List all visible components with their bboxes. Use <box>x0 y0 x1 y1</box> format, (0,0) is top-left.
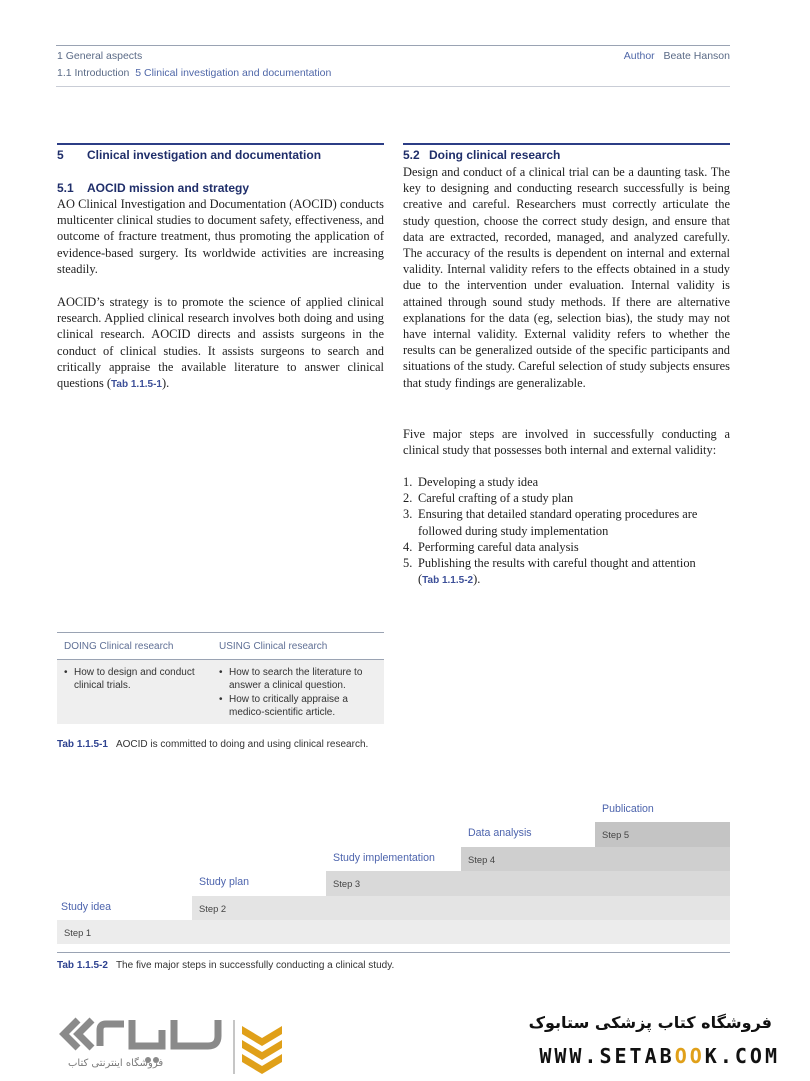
section-5-2-heading <box>403 148 560 162</box>
step-label-study-idea: Study idea <box>61 901 112 913</box>
section-5-heading <box>57 148 321 162</box>
table-1-reference-link[interactable]: Tab 1.1.5-1 <box>111 379 162 391</box>
author-name: Beate Hanson <box>663 50 730 62</box>
author-label: Author <box>623 50 655 62</box>
steps-list-item: 3. Ensuring that detailed standard operating procedures are followed during study implementation <box>403 507 698 538</box>
url-accent-o: O <box>674 1044 690 1068</box>
table-2-reference-link[interactable]: Tab 1.1.5-2 <box>422 575 474 587</box>
section-5-2-paragraph-2: Five major steps are involved in successfully conducting a clinical study that possesses both internal and external validity: <box>403 427 730 458</box>
table-1-header-row <box>57 633 384 659</box>
table-1-body <box>57 660 384 724</box>
table-1-doing-cell <box>57 666 211 724</box>
section-5-2-number: 5.2 <box>403 148 420 162</box>
step-bar-3: Step 3 <box>326 871 730 896</box>
steps-list-item: 4. Performing careful data analysis <box>403 539 579 554</box>
step-label-publication: Publication <box>602 803 654 815</box>
shop-url[interactable]: WWW.SETABOOK.COM <box>539 1044 780 1068</box>
table-1-doing-item: • How to design and conduct clinical trials. <box>64 666 203 693</box>
section-5-1-paragraph-1: AO Clinical Investigation and Documentation (AOCID) conducts multicenter clinical studies to document safety, effectiveness, and outcome of fracture treatment, thus promoting the application of evidence-based surgery. Its worldwide activities are increasing steadily. <box>57 197 384 276</box>
section-5-number: 5 <box>57 148 64 162</box>
step-bar-2: Step 2 <box>192 896 730 920</box>
table-1-using-item: • How to search the literature to answer a clinical question. <box>219 666 364 693</box>
section-5-1-number: 5.1 <box>57 181 74 195</box>
section-5-rule <box>57 143 384 145</box>
breadcrumb-parent: 1.1 Introduction <box>57 67 130 79</box>
steps-list-item: 1. Developing a study idea <box>403 475 539 489</box>
table-1-using-item: • How to critically appraise a medico-scientific article. <box>219 693 364 720</box>
steps-list-item: 2. Careful crafting of a study plan <box>403 491 574 506</box>
section-5-1-heading <box>57 181 249 195</box>
header-rule-top <box>56 45 730 46</box>
table-1-caption <box>57 739 368 750</box>
running-header-author <box>624 50 730 62</box>
table-1-col-doing-header: DOING Clinical research <box>64 640 174 652</box>
step-label-study-implementation: Study implementation <box>333 852 435 864</box>
url-accent-o: O <box>689 1044 705 1068</box>
section-5-1-paragraph-2-text: AOCID’s strategy is to promote the science of applied clinical research. Applied clinical research involves both doing and using clinical research. AOCID directs and assists surgeons in the conduct of clinical studies. It assists surgeons to search and critically appraise the available literature to answer clinical questions ( <box>57 295 384 391</box>
paragraph-2-closing: ). <box>162 376 170 391</box>
step-bar-4: Step 4 <box>461 847 730 871</box>
table-2-caption <box>57 960 394 971</box>
section-5-2-title: Doing clinical research <box>429 148 561 162</box>
table-1-caption-label: Tab 1.1.5-1 <box>57 739 108 750</box>
running-header-chapter: 1 General aspects <box>57 50 143 62</box>
step-label-study-plan: Study plan <box>199 876 250 888</box>
section-5-1-title: AOCID mission and strategy <box>87 181 250 195</box>
step-bar-5: Step 5 <box>595 822 730 847</box>
setabook-logo[interactable] <box>58 1016 283 1076</box>
table-1-col-using-header: USING Clinical research <box>219 640 328 652</box>
section-5-1-paragraph-2 <box>57 294 384 393</box>
section-5-2-rule <box>403 143 730 145</box>
running-header-breadcrumb <box>57 67 331 79</box>
steps-list <box>403 474 730 589</box>
section-5-2-paragraph-1: Design and conduct of a clinical trial can be a daunting task. The key to designing and conducting research successfully is being creative and careful. Researchers must correctly articulate the study question, choose the correct study design, and ensure that data are extracted, recorded, managed, and analyzed carefully. The accuracy of the results is dependent on internal and external validity. Internal validity refers to the effects obtained in a study due to the intervention under evaluation. Internal validity is attained through sound study methods. If there are alternative explanations for the data (eg, selection bias), the study may not have internal validity. External validity refers to whether the results can be generalized outside of the specific participants and situations of the study. Careful selection of study subjects ensures that study findings are generalizable. <box>403 165 730 390</box>
table-2-caption-text: The five major steps in successfully conducting a clinical study. <box>115 960 395 971</box>
setabook-logo-caption: فروشگاه اینترنتی کتاب <box>68 1058 164 1069</box>
breadcrumb-current: 5 Clinical investigation and documentation <box>135 67 332 79</box>
table-2-rule <box>57 952 730 953</box>
header-rule-bottom <box>56 86 730 87</box>
table-1 <box>57 632 384 724</box>
steps-list-item: 5. Publishing the results with careful thought and attention (Tab 1.1.5-2). <box>403 556 696 587</box>
shop-name: فروشگاه کتاب پزشکی ستابوک <box>528 1013 772 1032</box>
table-1-using-cell <box>211 666 384 724</box>
step-label-data-analysis: Data analysis <box>468 827 532 839</box>
step-bar-1: Step 1 <box>57 920 730 944</box>
table-2-caption-label: Tab 1.1.5-2 <box>57 960 108 971</box>
section-5-title: Clinical investigation and documentation <box>87 148 322 162</box>
table-1-caption-text: AOCID is committed to doing and using clinical research. <box>115 739 369 750</box>
